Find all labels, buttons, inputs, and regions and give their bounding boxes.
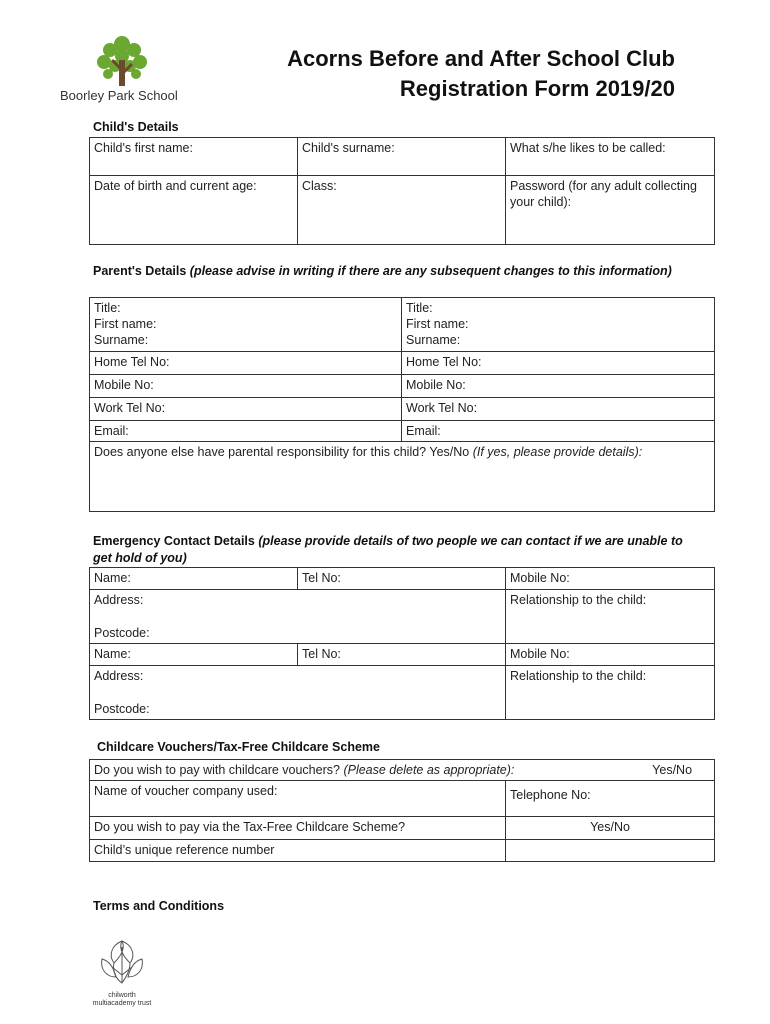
parent1-title-label: Title: <box>94 301 121 315</box>
pay-vouchers-field[interactable] <box>90 760 715 781</box>
school-name: Boorley Park School <box>60 88 178 103</box>
contact1-tel-field[interactable]: Tel No: <box>298 568 506 590</box>
contact2-address-field[interactable] <box>90 666 506 720</box>
child-first-name-field[interactable]: Child's first name: <box>90 138 298 176</box>
parent1-work-tel-field[interactable]: Work Tel No: <box>90 398 402 421</box>
contact2-relationship-field[interactable]: Relationship to the child: <box>506 666 715 720</box>
contact2-address-label: Address: <box>94 669 144 683</box>
tax-free-question: Do you wish to pay via the Tax-Free Childcare Scheme? <box>90 817 506 840</box>
vouchers-table <box>89 759 715 862</box>
parent2-title-label: Title: <box>406 301 433 315</box>
trust-logo-line-2: multiacademy trust <box>92 1000 152 1007</box>
tax-free-yes-no[interactable]: Yes/No <box>506 817 715 840</box>
responsibility-note: (If yes, please provide details): <box>472 445 643 459</box>
contact2-name-field[interactable]: Name: <box>90 644 298 666</box>
parent1-name-field[interactable] <box>90 298 402 352</box>
reference-input[interactable] <box>506 840 715 862</box>
parent2-first-name-label: First name: <box>406 317 469 331</box>
emergency-contacts-table <box>89 567 715 720</box>
trust-logo <box>92 937 152 1007</box>
leaf-icon <box>92 937 152 987</box>
child-details-heading: Child's Details <box>93 120 179 134</box>
emergency-details-heading <box>93 533 693 567</box>
parent-details-table <box>89 297 715 512</box>
parent1-mobile-field[interactable]: Mobile No: <box>90 375 402 398</box>
parent-details-heading <box>93 263 693 280</box>
child-password-field[interactable]: Password (for any adult collecting your child): <box>506 176 715 245</box>
contact1-postcode-label: Postcode: <box>94 626 150 640</box>
contact2-mobile-field[interactable]: Mobile No: <box>506 644 715 666</box>
parent2-name-field[interactable] <box>402 298 715 352</box>
contact1-relationship-field[interactable]: Relationship to the child: <box>506 590 715 644</box>
child-class-field[interactable]: Class: <box>298 176 506 245</box>
voucher-company-field[interactable]: Name of voucher company used: <box>90 781 506 817</box>
child-details-table <box>89 137 715 245</box>
parent-heading-text: Parent's Details <box>93 264 187 278</box>
contact2-postcode-label: Postcode: <box>94 702 150 716</box>
parent2-email-field[interactable]: Email: <box>402 421 715 442</box>
contact1-name-field[interactable]: Name: <box>90 568 298 590</box>
parent1-first-name-label: First name: <box>94 317 157 331</box>
contact1-address-field[interactable] <box>90 590 506 644</box>
parent2-work-tel-field[interactable]: Work Tel No: <box>402 398 715 421</box>
parent-heading-note: (please advise in writing if there are any subsequent changes to this information) <box>189 264 672 278</box>
reference-label: Child’s unique reference number <box>90 840 506 862</box>
tree-icon <box>60 30 190 88</box>
contact1-address-label: Address: <box>94 593 144 607</box>
emergency-heading-text: Emergency Contact Details <box>93 534 255 548</box>
emergency-heading-note: (please provide details of two people we can contact if we are unable to get hold of you) <box>93 534 683 565</box>
child-surname-field[interactable]: Child's surname: <box>298 138 506 176</box>
page-title <box>287 44 675 104</box>
trust-logo-line-1: chilworth <box>108 992 136 999</box>
parental-responsibility-field[interactable] <box>90 442 715 512</box>
parent1-surname-label: Surname: <box>94 333 149 347</box>
terms-heading: Terms and Conditions <box>93 899 225 913</box>
vouchers-heading: Childcare Vouchers/Tax-Free Childcare Scheme <box>97 740 380 754</box>
pay-vouchers-yes-no[interactable]: Yes/No <box>652 763 693 777</box>
pay-vouchers-question: Do you wish to pay with childcare vouchers? <box>94 763 340 777</box>
parent1-home-tel-field[interactable]: Home Tel No: <box>90 352 402 375</box>
school-logo <box>60 30 190 105</box>
parent2-mobile-field[interactable]: Mobile No: <box>402 375 715 398</box>
pay-vouchers-note: (Please delete as appropriate): <box>343 763 515 777</box>
contact2-tel-field[interactable]: Tel No: <box>298 644 506 666</box>
responsibility-question: Does anyone else have parental responsibility for this child? Yes/No <box>94 445 470 459</box>
parent2-home-tel-field[interactable]: Home Tel No: <box>402 352 715 375</box>
parent1-email-field[interactable]: Email: <box>90 421 402 442</box>
voucher-telephone-field[interactable]: Telephone No: <box>506 781 715 817</box>
child-called-field[interactable]: What s/he likes to be called: <box>506 138 715 176</box>
parent2-surname-label: Surname: <box>406 333 461 347</box>
contact1-mobile-field[interactable]: Mobile No: <box>506 568 715 590</box>
title-line-2: Registration Form 2019/20 <box>399 76 675 101</box>
child-dob-field[interactable]: Date of birth and current age: <box>90 176 298 245</box>
title-line-1: Acorns Before and After School Club <box>287 46 675 71</box>
